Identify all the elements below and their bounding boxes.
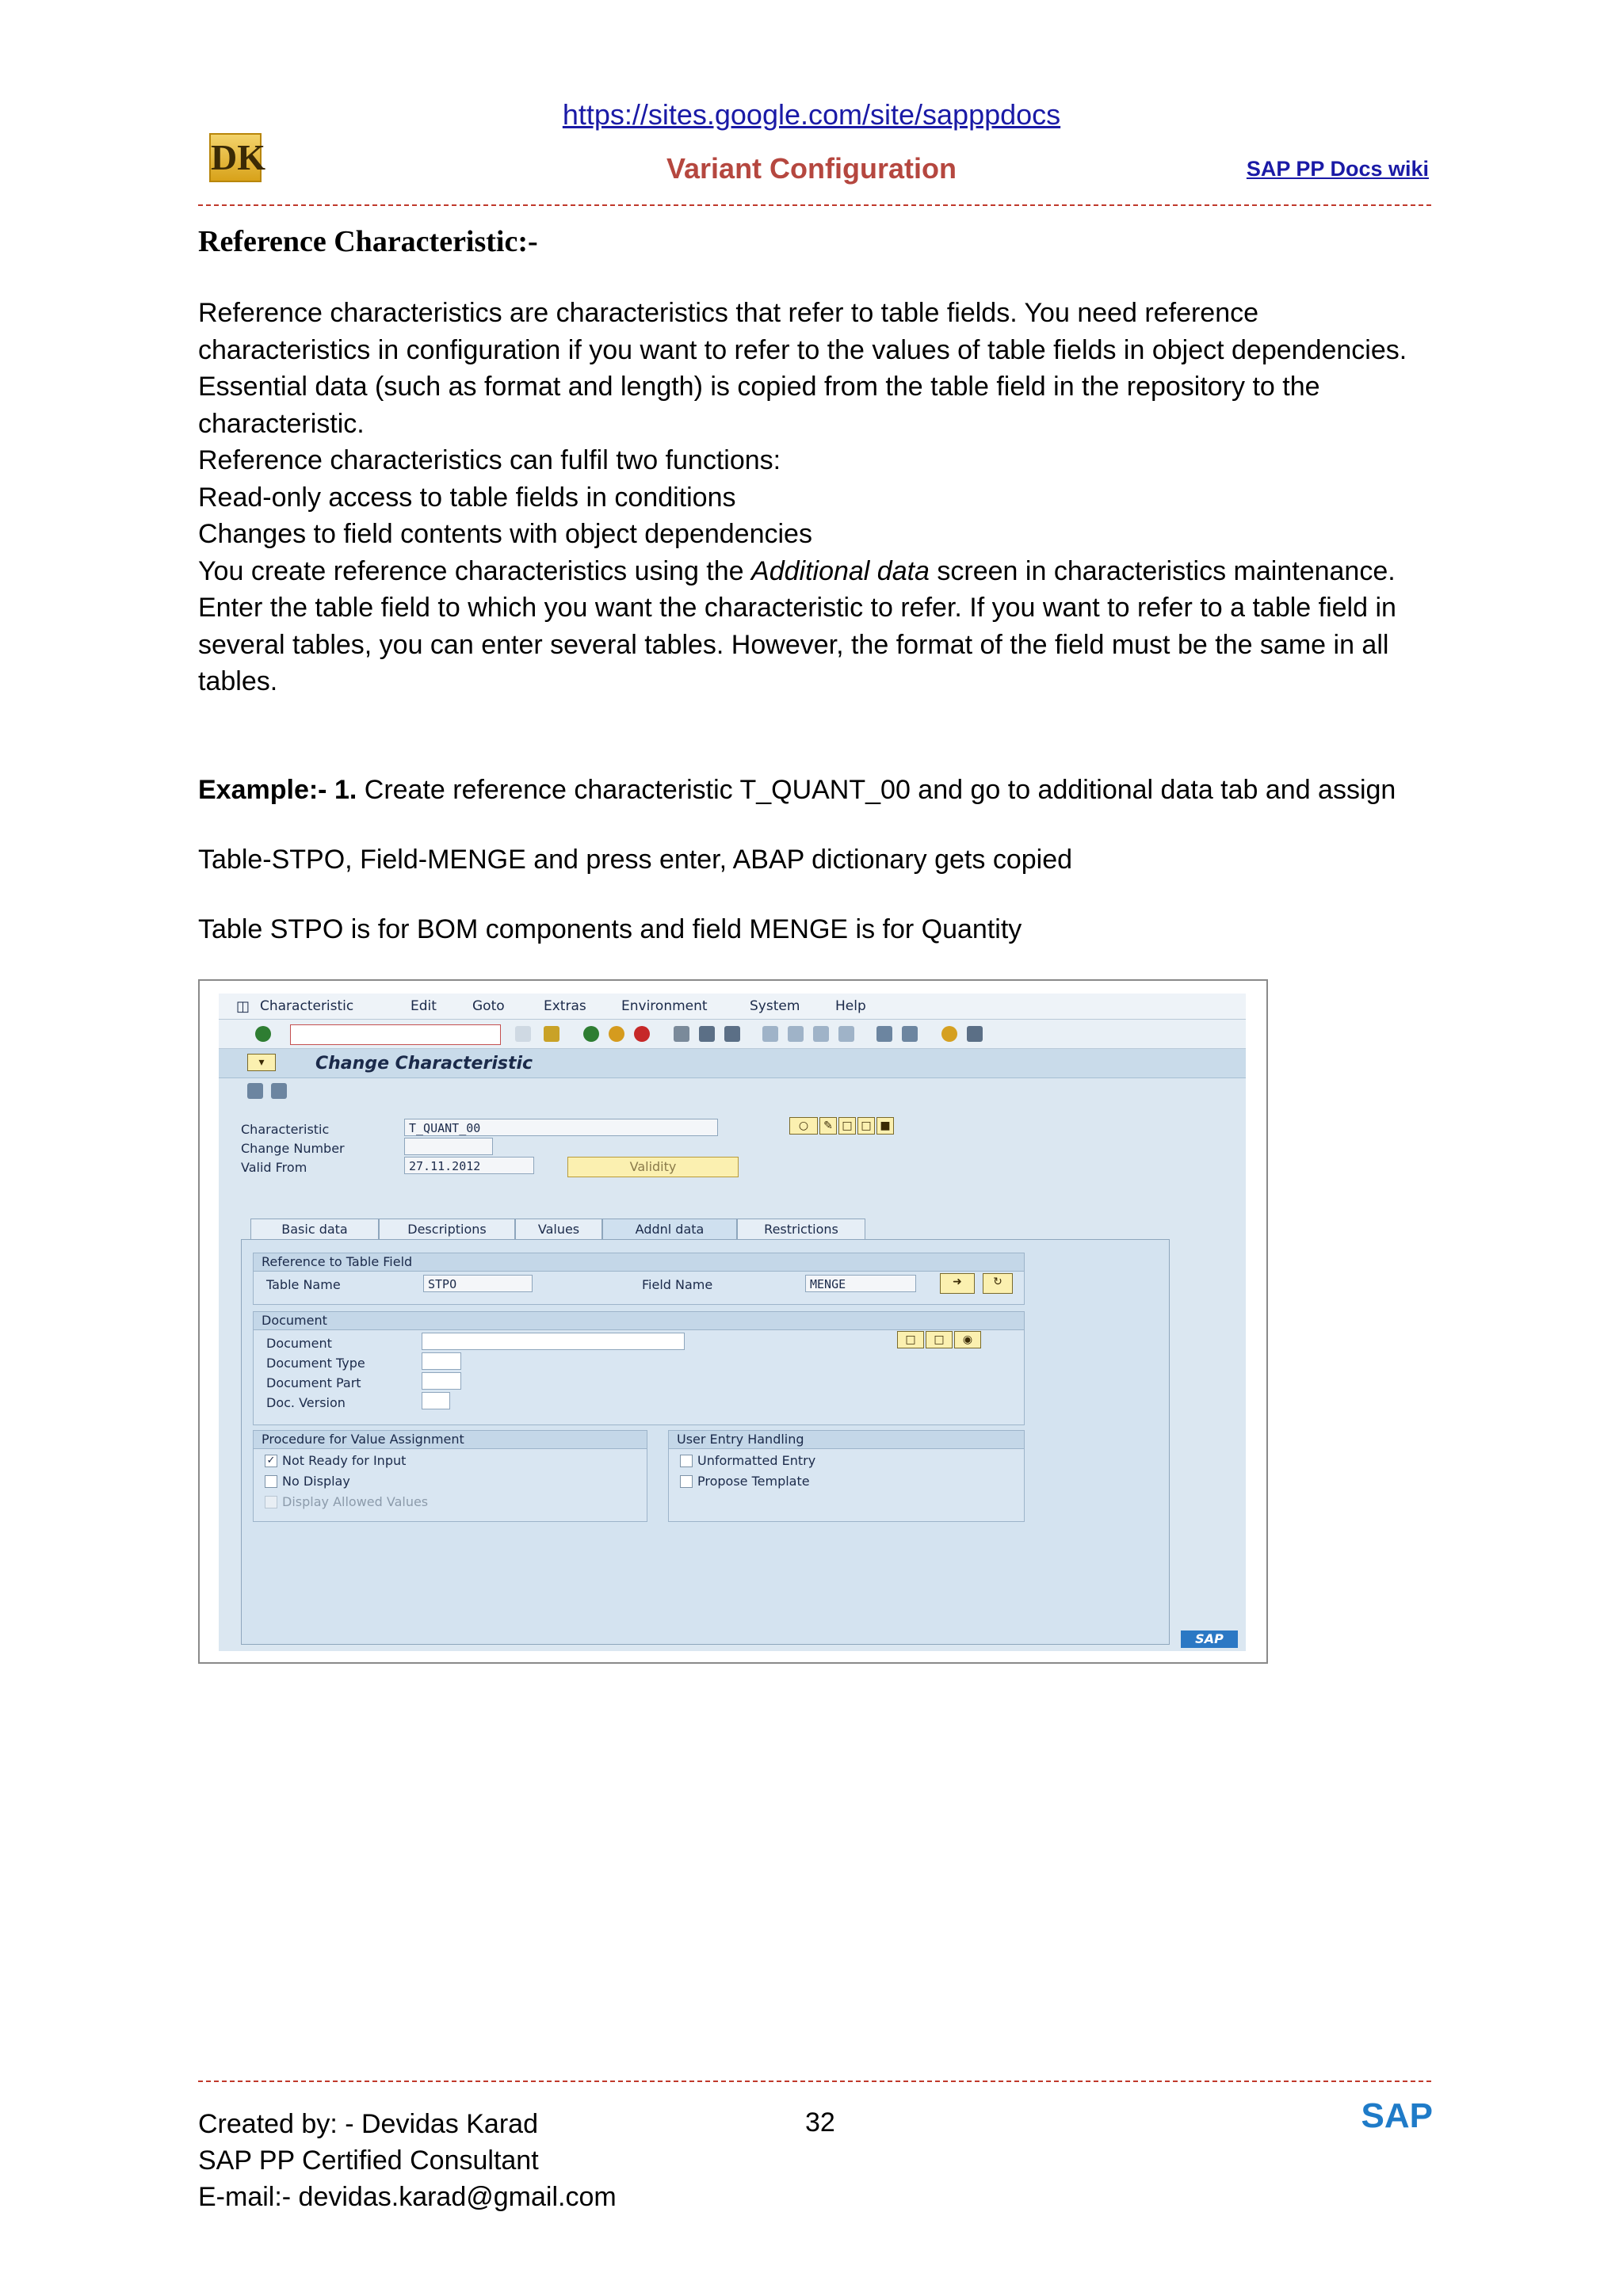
hierarchy-icon[interactable] [247, 1083, 263, 1099]
display-document-icon[interactable]: □ [897, 1331, 924, 1348]
document-group [253, 1311, 1025, 1425]
copy-icon[interactable]: □ [857, 1117, 875, 1135]
print-icon[interactable] [674, 1026, 689, 1042]
menu-edit[interactable]: Edit [411, 998, 437, 1014]
valid-from-label: Valid From [241, 1160, 307, 1175]
edit-pencil-icon[interactable]: ✎ [819, 1117, 837, 1135]
last-page-icon[interactable] [838, 1026, 854, 1042]
menu-characteristic[interactable]: Characteristic [260, 998, 354, 1014]
first-page-icon[interactable] [762, 1026, 778, 1042]
intro-line: Changes to field contents with object dependencies [198, 519, 812, 549]
back-icon[interactable] [583, 1026, 599, 1042]
search-document-icon[interactable]: ◉ [954, 1331, 981, 1348]
dk-logo: DK [209, 133, 262, 182]
menu-dropdown-icon[interactable]: ▾ [247, 1054, 276, 1071]
header-wiki-link[interactable]: SAP PP Docs wiki [1246, 157, 1429, 181]
sap-appbar [219, 1078, 1246, 1104]
not-ready-checkbox[interactable]: ✓ [265, 1455, 277, 1467]
document-type-field[interactable] [422, 1352, 461, 1370]
example-line-2: Table-STPO, Field-MENGE and press enter, ABAP dictionary gets copied [198, 845, 1073, 875]
document-part-label: Document Part [266, 1375, 361, 1390]
cancel-icon[interactable] [634, 1026, 650, 1042]
procedure-group-title: Procedure for Value Assignment [254, 1431, 647, 1449]
refresh-icon[interactable]: ↻ [983, 1273, 1013, 1294]
reference-group [253, 1253, 1025, 1305]
save-icon[interactable] [544, 1026, 559, 1042]
propose-template-label: Propose Template [697, 1474, 810, 1489]
propose-template-checkbox[interactable] [680, 1475, 693, 1488]
header-title: Variant Configuration [666, 152, 957, 185]
arrow-right-icon[interactable]: ➜ [940, 1273, 975, 1294]
help-icon[interactable] [941, 1026, 957, 1042]
list-icon[interactable] [271, 1083, 287, 1099]
sap-menubar [219, 994, 1246, 1020]
delete-icon[interactable]: ■ [876, 1117, 894, 1135]
sap-toolbar [219, 1020, 1246, 1049]
document-part-field[interactable] [422, 1372, 461, 1390]
other-characteristic-icon[interactable]: ○ [789, 1117, 818, 1135]
exit-icon[interactable] [609, 1026, 624, 1042]
tab-restrictions[interactable]: Restrictions [737, 1219, 865, 1240]
sap-titlebar [219, 1049, 1246, 1078]
sap-screenshot [198, 979, 1268, 1664]
valid-from-field[interactable]: 27.11.2012 [404, 1157, 534, 1174]
example-line-1 [198, 775, 1396, 806]
intro-line: Reference characteristics can fulfil two functions: [198, 445, 781, 475]
characteristic-field[interactable]: T_QUANT_00 [404, 1119, 718, 1136]
doc-version-label: Doc. Version [266, 1395, 346, 1410]
document-field[interactable] [422, 1333, 685, 1350]
menu-system[interactable]: System [750, 998, 800, 1014]
create-paragraph [198, 553, 1434, 700]
footer-sap-brand: SAP [1361, 2096, 1433, 2135]
tab-descriptions[interactable]: Descriptions [379, 1219, 515, 1240]
find-next-icon[interactable] [724, 1026, 740, 1042]
sap-logo: SAP [1181, 1630, 1238, 1648]
window-title: Change Characteristic [315, 1054, 533, 1074]
intro-text [198, 295, 1434, 700]
document-label: Document [266, 1336, 332, 1351]
unformatted-entry-label: Unformatted Entry [697, 1453, 816, 1468]
document-group-title: Document [254, 1312, 1024, 1330]
intro-line: Reference characteristics are characteristics that refer to table fields. You need reference characteristics in configuration if you want to refer to the values of table fields in object dependencies. [198, 298, 1407, 365]
doc-version-field[interactable] [422, 1392, 450, 1409]
create-before: You create reference characteristics using the [198, 555, 752, 586]
user-entry-group-title: User Entry Handling [669, 1431, 1024, 1449]
addnl-data-panel [241, 1239, 1170, 1645]
no-display-checkbox[interactable] [265, 1475, 277, 1488]
field-name-field[interactable]: MENGE [805, 1275, 916, 1292]
change-number-field[interactable] [404, 1138, 493, 1155]
example-label: Example:- 1. [198, 775, 357, 805]
reference-group-title: Reference to Table Field [254, 1253, 1024, 1272]
next-page-icon[interactable] [813, 1026, 829, 1042]
user-entry-group [668, 1430, 1025, 1522]
command-field[interactable] [290, 1024, 501, 1045]
unformatted-entry-checkbox[interactable] [680, 1455, 693, 1467]
header-divider [198, 204, 1431, 206]
display-allowed-values-label: Display Allowed Values [282, 1494, 429, 1509]
create-italic: Additional data [751, 555, 930, 586]
section-heading: Reference Characteristic:- [198, 225, 538, 258]
example-text: Create reference characteristic T_QUANT_00 and go to additional data tab and assign [357, 775, 1396, 805]
tab-basic-data[interactable]: Basic data [250, 1219, 379, 1240]
document-type-label: Document Type [266, 1356, 365, 1371]
intro-line: Read-only access to table fields in conditions [198, 482, 736, 513]
display-allowed-values-checkbox[interactable] [265, 1496, 277, 1508]
enter-icon[interactable] [255, 1026, 271, 1042]
field-name-label: Field Name [642, 1277, 713, 1292]
header-url-link[interactable]: https://sites.google.com/site/sapppdocs [562, 98, 1061, 131]
footer-divider [198, 2081, 1431, 2082]
intro-line: Essential data (such as format and length) is copied from the table field in the repository to the characteristic. [198, 372, 1320, 439]
back-arrow-icon[interactable] [515, 1026, 531, 1042]
create-after: screen in characteristics maintenance. Enter the table field to which you want the characteristic to refer. If you want to refer to a table field in several tables, you can enter several tables. However, the format of the field must be the same in all tables. [198, 555, 1396, 696]
layout-icon[interactable] [967, 1026, 983, 1042]
table-name-label: Table Name [266, 1277, 341, 1292]
shortcut-icon[interactable] [902, 1026, 918, 1042]
find-icon[interactable] [699, 1026, 715, 1042]
menu-goto[interactable]: Goto [472, 998, 505, 1014]
menu-environment[interactable]: Environment [621, 998, 708, 1014]
no-display-label: No Display [282, 1474, 350, 1489]
example-line-3: Table STPO is for BOM components and field MENGE is for Quantity [198, 914, 1022, 944]
change-number-label: Change Number [241, 1141, 345, 1156]
not-ready-label: Not Ready for Input [282, 1453, 407, 1468]
menu-icon[interactable]: ◫ [236, 998, 250, 1015]
validity-button[interactable]: Validity [567, 1157, 739, 1177]
tab-strip [250, 1219, 964, 1240]
menu-help[interactable]: Help [835, 998, 866, 1014]
open-document-icon[interactable]: □ [926, 1331, 953, 1348]
table-name-field[interactable]: STPO [423, 1275, 533, 1292]
footer-author: Created by: - Devidas Karad [198, 2109, 538, 2139]
procedure-group [253, 1430, 647, 1522]
footer-cert: SAP PP Certified Consultant [198, 2145, 539, 2176]
tab-values[interactable]: Values [515, 1219, 602, 1240]
page-number: 32 [805, 2107, 835, 2138]
menu-extras[interactable]: Extras [544, 998, 586, 1014]
create-icon[interactable]: □ [838, 1117, 856, 1135]
characteristic-label: Characteristic [241, 1122, 330, 1137]
tab-addnl-data[interactable]: Addnl data [602, 1219, 737, 1240]
previous-page-icon[interactable] [788, 1026, 804, 1042]
footer-email: E-mail:- devidas.karad@gmail.com [198, 2182, 617, 2212]
sap-window [219, 994, 1246, 1651]
new-session-icon[interactable] [876, 1026, 892, 1042]
